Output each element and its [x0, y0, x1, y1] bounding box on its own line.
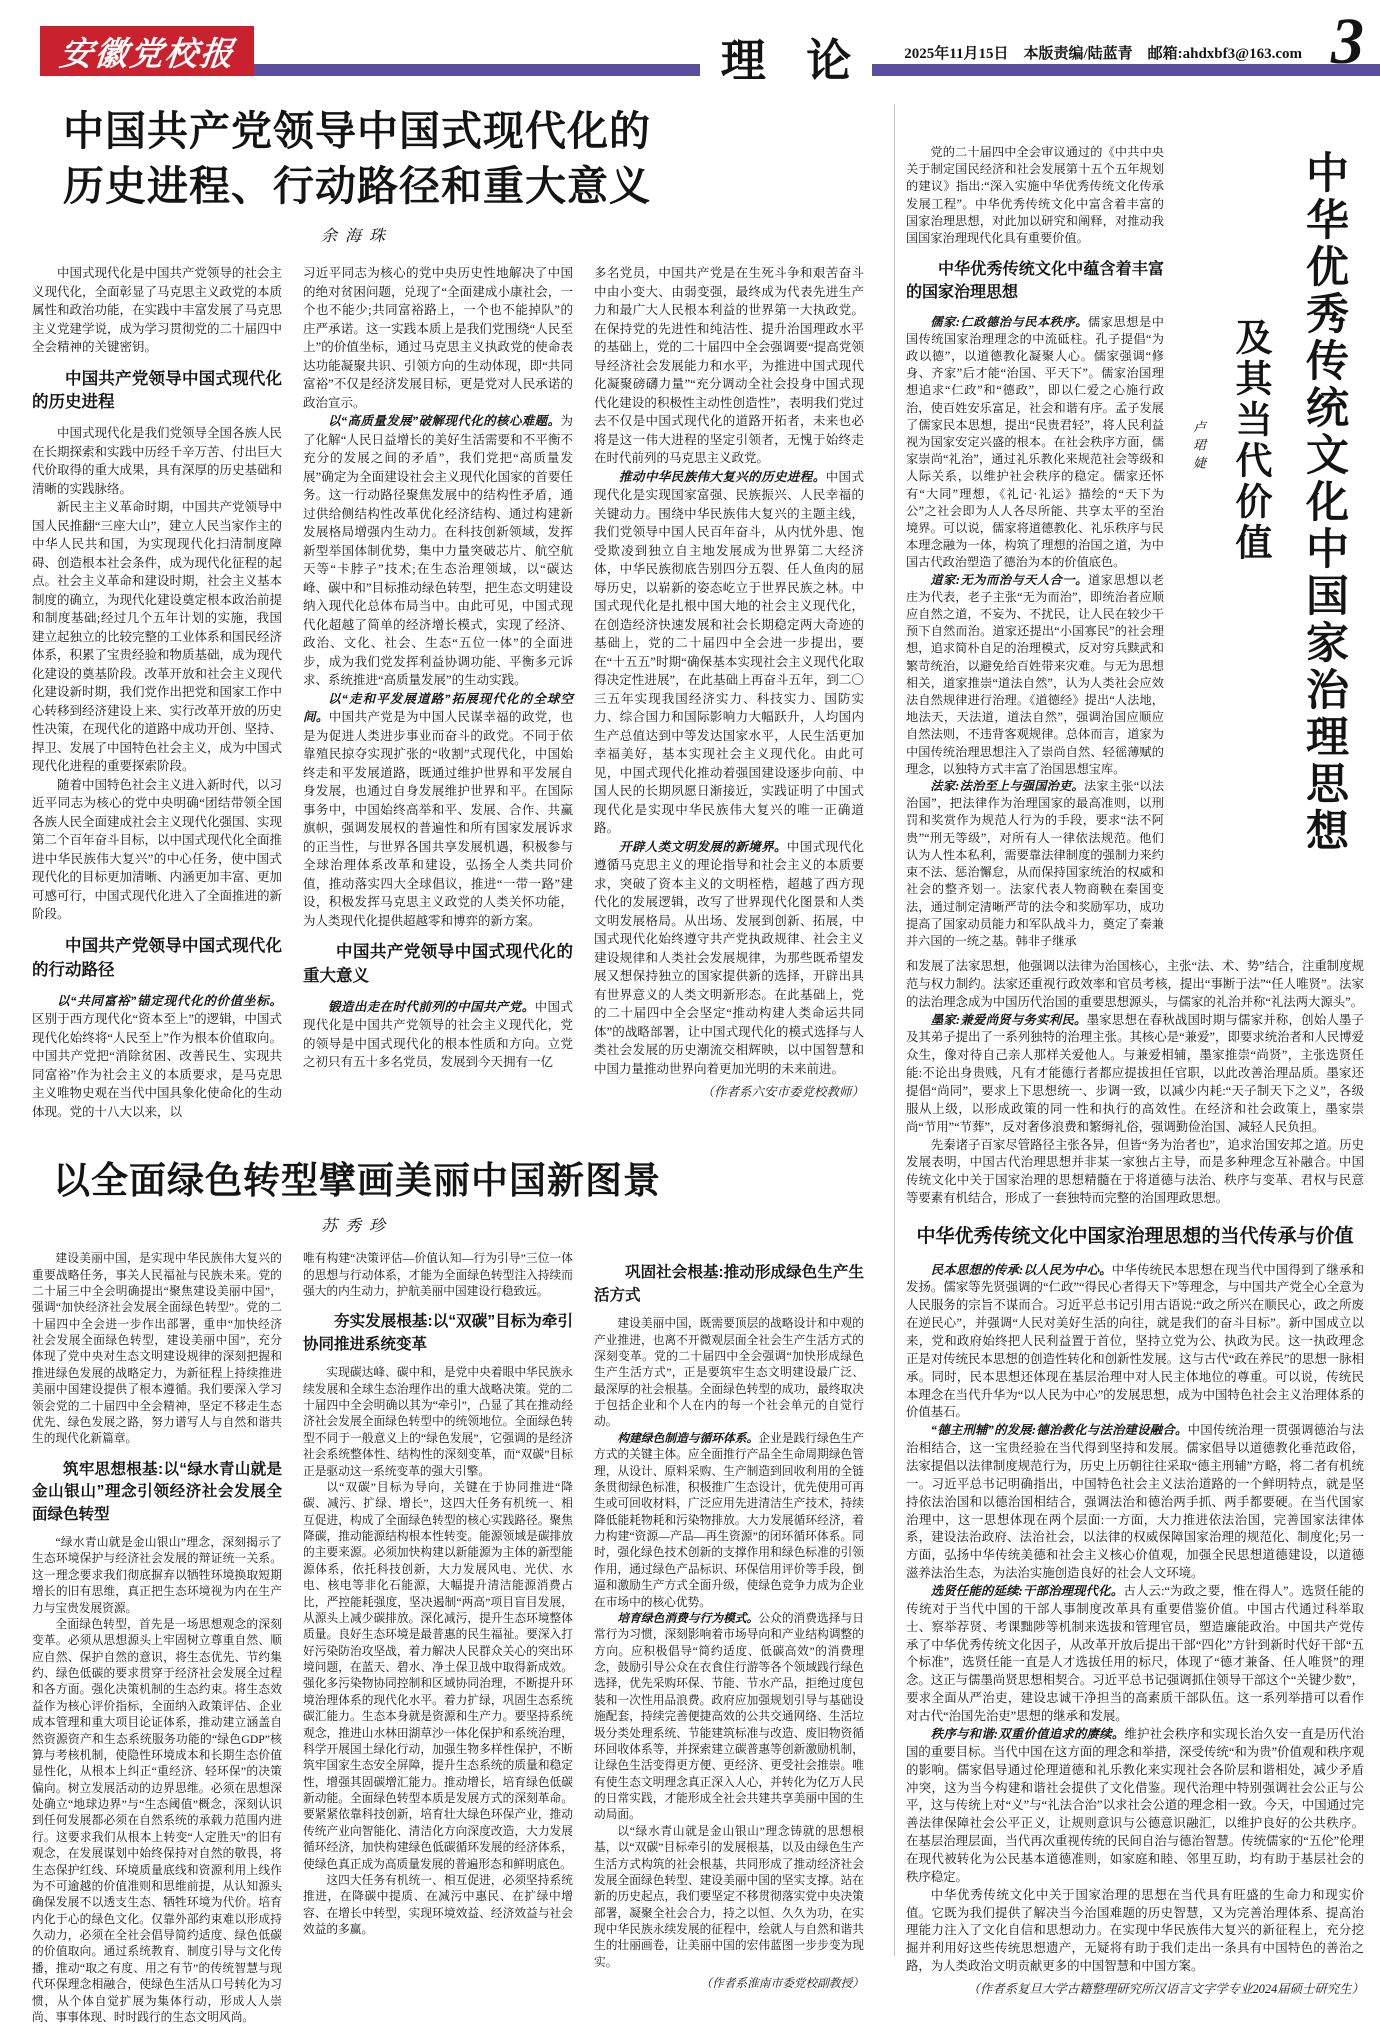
article2-byline: 卢珺婕 [1191, 420, 1206, 474]
paragraph: 以“走和平发展道路”拓展现代化的全球空间。中国共产党是为中国人民谋幸福的政党，也是为促进人类进步事业而奋斗的政党。不同于依靠殖民掠夺实现扩张的“收割”式现代化，中国始终走和平发展道路，既通过维护世界和平发展自身发展，也通过自身发展维护世界和平。在国际事务中，中国始终高举和平、发展、合作、共赢旗帜，强调发展权的普遍性和所有国家发展诉求的正当性，与世界各国共享发展机遇，积极参与全球治理体系改革和建设，弘扬全人类共同价值，推动落实四大全球倡议，推进“一带一路”建设，积极发挥马克思主义政党的人类关怀功能，为人类现代化提供超越零和博弈的新方案。 [303, 691, 573, 928]
paragraph-lead: 墨家:兼爱尚贤与务实利民。 [930, 1012, 1087, 1027]
article1-byline: 余海珠 [320, 228, 393, 246]
paragraph: 中国式现代化是我们党领导全国各族人民在长期探索和实践中历经千辛万苦、付出巨大代价取得的重大成果，具有深厚的历史基础和清晰的实践脉络。 [32, 426, 283, 496]
paragraph-lead: 锻造出走在时代前列的中国共产党。 [328, 999, 535, 1014]
paragraph: 墨家:兼爱尚贤与务实利民。墨家思想在春秋战国时期与儒家并称，创始人墨子及其弟子提出了一系列独特的治理主张。其核心是“兼爱”，即要求统治者和人民博爱众生，像对待自己亲人那样关爱他人。与兼爱相辅，墨家推崇“尚贤”，主张选贤任能:不论出身贵贱，凡有才能德行者都应提拔担任官职，以此改善治理品质。墨家还提倡“尚同”，要求上下思想统一、步调一致，以减少内耗:“天子制天下之义”，各级服从上级，以形成政策的同一性和执行的高效性。在经济和社会政策上，墨家崇尚“节用”“节葬”，反对奢侈浪费和繁缛礼俗，强调勤俭治国、减轻人民负担。 [906, 1012, 1364, 1134]
paragraph: 道家:无为而治与天人合一。道家思想以老庄为代表，老子主张“无为而治”，即统治者应顺应自然之道，不妄为、不扰民，让人民在较少干预下自然而治。道家还提出“小国寡民”的社会理想，追求简朴自足的治理模式，反对穷兵黩武和繁苛统治，以避免给百姓带来灾难。与无为思想相关，道家推崇“道法自然”，认为人类社会应效法自然规律进行治理。《道德经》提出“人法地，地法天，天法道，道法自然”，强调治国应顺应自然法则，不违背客观规律。总体而言，道家为中国传统治理思想注入了崇尚自然、轻徭薄赋的理念，以独特方式丰富了治国思想宝库。 [906, 572, 1164, 776]
author-note: （作者系淮南市委党校副教授） [700, 1977, 864, 1991]
paragraph: 这四大任务有机统一、相互促进，必须坚持系统推进，在降碳中提质、在减污中惠民、在扩绿中增容、在增长中转型，实现环境效益、经济效益与社会效益的多赢。 [303, 1873, 573, 1937]
article-green-transition [32, 1156, 888, 2026]
paragraph-lead: “德主刑辅”的发展:德治教化与法治建设融合。 [930, 1423, 1188, 1438]
paragraph: 构建绿色制造与循环体系。企业是践行绿色生产方式的关键主体。应全面推行产品全生命周期绿色管理，从设计、原料采购、生产制造到回收利用的全链条贯彻绿色标准，积极推广生态设计，优先使用可再生或可回收材料，广泛应用先进清洁生产技术，持续降低能耗物耗和污染物排放。大力发展循环经济，着力构建“资源—产品—再生资源”的闭环循环体系。同时，强化绿色技术创新的支撑作用和绿色标准的引领作用，通过绿色产品标识、环保信用评价等手段，倒逼和激励生产方式全面升级，使绿色竞争力成为企业在市场中的核心优势。 [594, 1431, 864, 1609]
paragraph-lead: 开辟人类文明发展的新境界。 [619, 839, 787, 854]
header-divider-right [872, 64, 1380, 76]
article2-wide-column [906, 958, 1364, 1999]
paragraph: 中华优秀传统文化中关于国家治理的思想在当代具有旺盛的生命力和现实价值。它既为我们提供了解决当今治国难题的历史智慧，又为完善治理体系、提高治理能力注入了文化自信和思想动力。在实现中华民族伟大复兴的新征程上，充分挖掘并利用好这些传统思想遗产，无疑将有助于我们走出一条具有中国特色的善治之路，为人类政治文明贡献更多的中国智慧和中国方案。 [906, 1887, 1364, 1974]
section-subhead: 中国共产党领导中国式现代化的行动路径 [32, 936, 282, 979]
paragraph-lead: 构建绿色制造与循环体系。 [617, 1431, 759, 1445]
paragraph: 以“双碳”目标为导向，关键在于协同推进“降碳、减污、扩绿、增长”，这四大任务有机统一、相互促进，构成了全面绿色转型的核心实践路径。聚焦降碳，推动能源结构根本性转变。能源领域是碳排放的主要来源。必须加快构建以新能源为主体的新型能源体系，依托科技创新，大力发展风电、光伏、水电、核电等非化石能源，大幅提升清洁能源消费占比，严控能耗强度，坚决遏制“两高”项目盲目发展，从源头上减少碳排放。深化减污，提升生态环境整体质量。良好生态环境是最普惠的民生福祉。要深入打好污染防治攻坚战，着力解决人民群众关心的突出环境问题，在蓝天、碧水、净土保卫战中取得新成效。强化多污染物协同控制和区域协同治理，不断提升环境治理体系的现代化水平。着力扩绿，巩固生态系统碳汇能力。生态本身就是资源和生产力。要坚持系统观念，推进山水林田湖草沙一体化保护和系统治理，科学开展国土绿化行动，加强生物多样性保护，不断筑牢国家生态安全屏障，提升生态系统的质量和稳定性，增强其固碳增汇能力。推动增长，培育绿色低碳新动能。全面绿色转型本质是发展方式的深刻革命。要紧紧依靠科技创新，培育壮大绿色环保产业，推动传统产业向智能化、清洁化方向深度改造，大力发展循环经济，加快构建绿色低碳循环发展的经济体系，使绿色真正成为高质量发展的普遍形态和鲜明底色。 [303, 1480, 573, 1871]
headline-line-2: 历史进程、行动路径和重大意义 [63, 162, 651, 209]
paragraph: “绿水青山就是金山银山”理念，深刻揭示了生态环境保护与经济社会发展的辩证统一关系。这一理念要求我们彻底摒弃以牺牲环境换取短期增长的旧有思维，真正把生态环境视为内在生产力与宝贵发展资源。 [32, 1536, 282, 1615]
paragraph: 建设美丽中国，是实现中华民族伟大复兴的重要战略任务，事关人民福祉与民族未来。党的二十届三中全会明确提出“聚焦建设美丽中国”，强调“加快经济社会发展全面绿色转型”。党的二十届四中全会进一步作出部署，重申“加快经济社会发展全面绿色转型，建设美丽中国”，充分体现了党中央对生态文明建设规律的深刻把握和推进绿色发展的战略定力，为新征程上持续推进美丽中国建设提供了根本遵循。我们要深入学习领会党的二十届四中全会精神，坚定不移走生态优先、绿色发展之路，努力谱写人与自然和谐共生的现代化新篇章。 [32, 1252, 282, 1446]
headline-line-1: 中国共产党领导中国式现代化的 [63, 108, 651, 154]
column-rule [894, 104, 895, 1956]
article3-headline: 以全面绿色转型擘画美丽中国新图景 [53, 1160, 661, 1201]
article2-vertical-subtitle: 及其当代价值 [1229, 318, 1270, 564]
paragraph: 中国式现代化是中国共产党领导的社会主义现代化，全面彰显了马克思主义政党的本质属性和政治功能，在实践中丰富发展了马克思主义党建学说，成为学习贯彻党的二十届四中全会精神的关键密钥。 [32, 266, 283, 355]
article1-column-1 [32, 264, 282, 1121]
section-subhead: 夯实发展根基:以“双碳”目标为牵引协同推进系统变革 [303, 1313, 573, 1353]
paragraph: 唯有构建“决策评估—价值认知—行为引导”三位一体的思想与行动体系，才能为全面绿色转型注入持续而强大的内生动力，护航美丽中国建设行稳致远。 [303, 1252, 573, 1298]
paragraph-lead: 培育绿色消费与行为模式。 [617, 1611, 759, 1625]
section-subhead: 筑牢思想根基:以“绿水青山就是金山银山”理念引领经济社会发展全面绿色转型 [32, 1460, 282, 1523]
paragraph: 民本思想的传承:以人民为中心。中华传统民本思想在现当代中国得到了继承和发扬。儒家等先贤强调的“仁政”“得民心者得天下”等理念，与中国共产党全心全意为人民服务的宗旨不谋而合。习近平总书记引用古语说:“政之所兴在顺民心，政之所废在逆民心”，并强调“人民对美好生活的向往，就是我们的奋斗目标”。新中国成立以来，党和政府始终把人民利益置于首位，坚持立党为公、执政为民。这一执政理念正是对传统民本思想的创造性转化和创新性发展。这与古代“政在养民”的思想一脉相承。同时，民本思想还体现在基层治理中对人民主体地位的尊重。可以说，传统民本理念在当代升华为“以人民为中心”的发展思想，成为中国特色社会主义治理体系的价值基石。 [906, 1262, 1364, 1420]
article3-column-1 [32, 1251, 282, 2026]
paragraph: 锻造出走在时代前列的中国共产党。中国式现代化是中国共产党领导的社会主义现代化，党的领导是中国式现代化的根本性质和方向。立党之初只有五十多名党员，发展到今天拥有一亿 [303, 999, 573, 1070]
paragraph-lead: 推动中华民族伟大复兴的历史进程。 [619, 469, 826, 484]
paragraph: 以“共同富裕”锚定现代化的价值坐标。区别于西方现代化“资本至上”的逻辑，中国式现代化始终将“人民至上”作为根本价值取向。中国共产党把“消除贫困、改善民生、实现共同富裕”作为社会主义的本质要求，是马克思主义唯物史观在当代中国具象化使命化的生动体现。党的十八大以来，以 [32, 993, 283, 1119]
paragraph: 和发展了法家思想，他强调以法律为治国核心，主张“法、术、势”结合，注重制度规范与权力制约。法家还重视行政效率和官员考核，提出“事断于法”“任人唯贤”。法家的法治理念成为中国历代治国的重要思想源头，与儒家的礼治并称“礼法两大源头”。 [906, 959, 1364, 1009]
article1-headline [32, 104, 682, 213]
masthead-logo [40, 26, 254, 76]
section-subhead: 中华优秀传统文化中蕴含着丰富的国家治理思想 [906, 261, 1164, 302]
article3-column-3 [594, 1251, 864, 2026]
section-subhead: 中国共产党领导中国式现代化的重大意义 [303, 943, 573, 985]
paragraph: 秩序与和谐:双重价值追求的赓续。维护社会秩序和实现长治久安一直是历代治国的重要目标。当代中国在这方面的理念和举措，深受传统“和为贵”价值观和秩序观的影响。儒家倡导通过伦理道德和礼乐教化来实现社会各阶层和谐相处，减少矛盾冲突，这为当今构建和谐社会提供了文化借鉴。现代治理中特别强调社会公正与公平，这与传统上对“义”与“礼法合治”以求社会公道的理念相一致。今天，中国通过完善法律保障社会公平正义，让规则意识与公德意识融汇，以维护良好的公共秩序。在基层治理层面，当代再次重视传统的民间自治与德治智慧。传统儒家的“五伦”伦理在现代被转化为公民基本道德准则，如家庭和睦、邻里互助，均有助于基层社会的秩序稳定。 [906, 1726, 1364, 1884]
article2-title-block [1164, 98, 1364, 954]
article1-column-2 [303, 264, 573, 1121]
section-title: 理 论 [720, 35, 866, 86]
paragraph-lead: 儒家:仁政德治与民本秩序。 [930, 314, 1089, 329]
paragraph: 以“绿水青山就是金山银山”理念铸就的思想根基，以“双碳”目标牵引的发展根基，以及由绿色生产生活方式构筑的社会根基，共同形成了推动经济社会发展全面绿色转型、建设美丽中国的坚实支撑。站在新的历史起点，我们要坚定不移贯彻落实党中央决策部署，凝聚全社会合力，持之以恒、久久为功，在实现中华民族永续发展的征程中，绘就人与自然和谐共生的壮丽画卷，让美丽中国的宏伟蓝图一步步变为现实。 [594, 1824, 864, 1969]
paragraph: 习近平同志为核心的党中央历史性地解决了中国的绝对贫困问题，兑现了“全面建成小康社会，一个也不能少;共同富裕路上，一个也不能掉队”的庄严承诺。这一实践本质上是我们党围绕“人民至上”的价值坐标，通过马克思主义执政党的使命表达功能凝聚共识、引领方向的生动体现，即“共同富裕”不仅是经济发展目标，更是党对人民承诺的政治宣示。 [303, 266, 573, 410]
paragraph: 以“高质量发展”破解现代化的核心难题。为了化解“人民日益增长的美好生活需要和不平衡不充分的发展之间的矛盾”，我们党把“高质量发展”确定为全面建设社会主义现代化国家的首要任务。这一行动路径聚焦发展中的结构性矛盾，通过供给侧结构性改革优化经济结构、通过构建新发展格局增强内生动力。在科技创新领域，发挥新型举国体制优势，集中力量突破芯片、航空航天等“卡脖子”技术;在生态治理领域，以“碳达峰、碳中和”目标推动绿色转型，把生态文明建设纳入现代化总体布局当中。由此可见，中国式现代化超越了简单的经济增长模式，实现了经济、政治、文化、社会、生态“五位一体”的全面进步，成为我们党发挥利益协调功能、平衡多元诉求、系统推进“高质量发展”的生动实践。 [303, 414, 573, 688]
section-subhead: 巩固社会根基:推动形成绿色生产生活方式 [594, 1264, 864, 1304]
paragraph: 法家:法治至上与强国治吏。法家主张“以法治国”，把法律作为治理国家的最高准则，以刑罚和奖赏作为规范人行为的手段，要求“法不阿贵”“刑无等级”，对所有人一律依法规范。他们认为人性本私利，需要靠法律制度的强制力来约束不法、惩治懈怠，从而保持国家统治的权威和社会的整齐划一。法家代表人物商鞅在秦国变法，通过制定清晰严苛的法令和奖励军功，成功提高了国家动员能力和军队战斗力，奠定了秦兼并六国的一统之基。韩非子继承 [906, 779, 1164, 948]
article3-columns [32, 1251, 888, 2026]
paragraph-lead: 以“共同富裕”锚定现代化的价值坐标。 [57, 993, 282, 1008]
article1-columns [32, 264, 888, 1121]
paragraph: 先秦诸子百家尽管路径主张各异，但皆“务为治者也”，追求治国安邦之道。历史发展表明，中国古代治理思想并非某一家独占主导，而是多种理念互补融合。中国传统文化中关于国家治理的思想精髓在于将道德与法治、秩序与变革、君权与民意等要素有机结合，形成了一套独特而完整的治国理政思想。 [906, 1137, 1364, 1206]
header-divider-left [254, 64, 700, 76]
article-modernization [32, 104, 888, 1121]
paragraph: 建设美丽中国，既需要顶层的战略设计和中观的产业推进，也离不开微观层面全社会生产生活方式的深刻变革。党的二十届四中全会强调“加快形成绿色生产生活方式”，正是要筑牢生态文明建设最广泛、最深厚的社会根基。全面绿色转型的成功，最终取决于包括企业和个人在内的每一个社会单元的自觉行动。 [594, 1317, 864, 1429]
paragraph: “德主刑辅”的发展:德治教化与法治建设融合。中国传统治理一贯强调德治与法治相结合，这一宝贵经验在当代得到坚持和发展。儒家倡导以道德教化垂范政俗，法家提倡以法律制度规范行为，历史上历朝往往采取“德主刑辅”方略，将二者有机统一。习近平总书记明确指出，中国特色社会主义法治道路的一个鲜明特点，就是坚持依法治国和以德治国相结合，强调法治和德治两手抓、两手都要硬。在当代国家治理中，这一思想体现在两个层面:一方面，大力推进依法治国，完善国家法律体系，建设法治政府、法治社会，以法律的权威保障国家治理的规范化、制度化;另一方面，弘扬中华传统美德和社会主义核心价值观，加强全民思想道德建设，以道德滋养法治生态，为法治实施创造良好的社会人文环境。 [906, 1423, 1364, 1581]
section-subhead: 中国共产党领导中国式现代化的历史进程 [32, 369, 282, 412]
article1-column-3 [594, 264, 864, 1121]
paragraph-lead: 以“高质量发展”破解现代化的核心难题。 [328, 414, 561, 429]
paragraph-lead: 法家:法治至上与强国治吏。 [930, 779, 1084, 794]
article3-column-2 [303, 1251, 573, 2026]
paragraph: 多名党员，中国共产党是在生死斗争和艰苦奋斗中由小变大、由弱变强，最终成为代表先进生产力和最广大人民根本利益的世界第一大执政党。在保持党的先进性和纯洁性、提升治国理政水平的基础上，党的二十届四中全会强调要“提高党领导经济社会发展能力和水平，为推进中国式现代化凝聚磅礴力量”“充分调动全社会投身中国式现代化建设的积极性主动性创造性”，表明我们党过去不仅是中国式现代化的道路开拓者，未来也必将是这一伟大进程的坚定引领者，无愧于始终走在时代前列的马克思主义政党。 [594, 266, 864, 466]
paragraph: 实现碳达峰、碳中和，是党中央着眼中华民族永续发展和全球生态治理作出的重大战略决策。党的二十届四中全会明确以其为“牵引”，凸显了其在推动经济社会发展全面绿色转型中的统领地位。全面绿色转型不同于一般意义上的“绿色发展”，它强调的是经济社会系统整体性、结构性的深刻变革，而“双碳”目标正是驱动这一系统变革的强大引擎。 [303, 1366, 573, 1478]
paragraph-lead: 以“走和平发展道路”拓展现代化的全球空间。 [303, 691, 573, 725]
paragraph: 党的二十届四中全会审议通过的《中共中央关于制定国民经济和社会发展第十五个五年规划的建议》指出:“深入实施中华优秀传统文化传承发展工程”。中华优秀传统文化中富含着丰富的国家治理思想，对此加以研究和阐释，对推动我国国家治理现代化具有重要价值。 [906, 145, 1164, 246]
paragraph: 开辟人类文明发展的新境界。中国式现代化遵循马克思主义的理论指导和社会主义的本质要求，突破了资本主义的文明桎梏，超越了西方现代化的发展逻辑，改写了世界现代化图景和人类文明发展格局。从出场、发展到创新、拓展，中国式现代化始终遵守共产党执政规律、社会主义建设规律和人类社会发展规律，为那些既希望发展又想保持独立的国家提供新的选择，开辟出具有世界意义的人类文明新形态。在此基础上，党的二十届四中全会坚定“推动构建人类命运共同体”的战略部署，让中国式现代化的模式选择与人类社会发展的历史潮流交相辉映，以中国智慧和中国力量推动世界向着更加光明的未来前进。 [594, 839, 864, 1076]
paragraph: 推动中华民族伟大复兴的历史进程。中国式现代化是实现国家富强、民族振兴、人民幸福的关键动力。围绕中华民族伟大复兴的主题主线，我们党领导中国人民百年奋斗，从内忧外患、饱受欺凌到独立自主地发展成为世界第二大经济体，中华民族彻底告别四分五裂、任人鱼肉的屈辱历史，以崭新的姿态屹立于世界民族之林。中国式现代化是扎根中国大地的社会主义现代化，在创造经济快速发展和社会长期稳定两大奇迹的基础上，党的二十届四中全会进一步提出，要在“十五五”时期“确保基本实现社会主义现代化取得决定性进展”，在此基础上再奋斗五年，到二〇三五年实现我国经济实力、科技实力、国防实力、综合国力和国际影响力大幅跃升，人均国内生产总值达到中等发达国家水平，人民生活更加幸福美好，基本实现社会主义现代化。由此可见，中国式现代化推动着强国建设逐步向前、中国人民的长期夙愿日渐接近，实践证明了中国式现代化是实现中华民族伟大复兴的唯一正确道路。 [594, 469, 864, 836]
dateline: 2025年11月15日 本版责编/陆蓝青 邮箱:ahdxbf3@163.com [904, 46, 1302, 62]
paragraph-lead: 选贤任能的延续:干部治理现代化。 [930, 1584, 1124, 1599]
page-number: 3 [1331, 5, 1364, 78]
paragraph-lead: 秩序与和谐:双重价值追求的赓续。 [930, 1726, 1125, 1741]
article2-vertical-headline: 中华优秀传统文化中国家治理思想 [1300, 150, 1347, 855]
article2-top-region [906, 98, 1364, 954]
author-note: （作者系复旦大学古籍整理研究所汉语言文字学专业2024届硕士研究生） [967, 1981, 1364, 1996]
author-note: （作者系六安市委党校教师） [701, 1085, 864, 1100]
article3-byline: 苏秀珍 [320, 1218, 393, 1236]
article-traditional-culture [906, 98, 1364, 1999]
article2-narrow-column [906, 98, 1164, 954]
paragraph: 儒家:仁政德治与民本秩序。儒家思想是中国传统国家治理理念的中流砥柱。孔子提倡“为政以德”，以道德教化凝聚人心。儒家强调“修身、齐家”后才能“治国、平天下”。儒家治国理想追求“仁政”和“德政”，即以仁爱之心施行政治，使百姓安乐富足，社会和谐有序。孟子发展了儒家民本思想，提出“民贵君轻”，将人民利益视为国家安定兴盛的根本。在社会秩序方面，儒家崇尚“礼治”，通过礼乐教化来规范社会等级和人际关系，以维护社会秩序的稳定。儒家还怀有“大同”理想，《礼记·礼运》描绘的“天下为公”之社会即为人人各尽所能、共享太平的至治境界。可以说，儒家将道德教化、礼乐秩序与民本理念融为一体，构筑了理想的治国之道，为中国古代政治塑造了德治为本的价值底色。 [906, 314, 1164, 570]
section-subhead: 中华优秀传统文化中国家治理思想的当代传承与价值 [916, 1226, 1354, 1248]
paragraph: 全面绿色转型，首先是一场思想观念的深刻变革。必须从思想源头上牢固树立尊重自然、顺应自然、保护自然的意识，将生态优先、节约集约、绿色低碳的要求贯穿于经济社会发展全过程和各方面。强化决策机制的生态约束。将生态效益作为核心评价指标，全面纳入政策评估、企业成本管理和重大项目论证体系，推动建立涵盖自然资源资产和生态系统服务功能的“绿色GDP”核算与考核机制，使隐性环境成本和长期生态价值显性化，从根本上纠正“重经济、轻环保”的决策偏向。树立发展活动的边界思维。必须在思想深处确立“地球边界”与“生态阈值”概念，深刻认识到任何发展都必须在自然系统的承载力范围内进行。这要求我们从根本上转变“人定胜天”的旧有观念，在发展谋划中始终保持对自然的敬畏，将生态保护红线、环境质量底线和资源利用上线作为不可逾越的价值准则和思维前提，从认知源头确保发展不以透支生态、牺牲环境为代价。培育内化于心的绿色文化。仅靠外部约束难以形成持久动力，必须在全社会倡导简约适度、绿色低碳的价值取向。通过系统教育、制度引导与文化传播，推动“取之有度、用之有节”的传统智慧与现代环保理念相融合，使绿色生活从口号转化为习惯，从个体自觉扩展为集体行动，形成人人崇尚、事事体现、时时践行的生态文明风尚。 [32, 1617, 282, 2024]
paragraph-lead: 道家:无为而治与天人合一。 [930, 572, 1089, 587]
masthead-title: 安徽党校报 [57, 36, 237, 73]
paragraph: 选贤任能的延续:干部治理现代化。古人云:“为政之要，惟在得人”。选贤任能的传统对于当代中国的干部人事制度改革具有重要借鉴价值。中国古代通过科举取士、察举荐贤、考课黜陟等机制来选拔和管理官员，塑造廉能政治。中国共产党传承了中华优秀传统文化因子，从改革开放后提出干部“四化”方针到新时代好干部“五个标准”，选贤任能一直是人才选拔任用的标尺，体现了“德才兼备、任人唯贤”的理念。这正与儒墨尚贤思想相契合。习近平总书记强调抓住领导干部这个“关键少数”，要求全面从严治吏，建设忠诚干净担当的高素质干部队伍。这一系列举措可以看作对古代“治国先治吏”思想的继承和发展。 [906, 1584, 1364, 1724]
paragraph: 新民主主义革命时期，中国共产党领导中国人民推翻“三座大山”，建立人民当家作主的中华人民共和国，为实现现代化扫清制度障碍、创造根本社会条件，成为现代化征程的起点。社会主义革命和建设时期，社会主义基本制度的确立，为现代化建设奠定根本政治前提和制度基础;经过几个五年计划的实施，我国建立起独立的比较完整的工业体系和国民经济体系，积累了宝贵经验和物质基础，成为现代化建设的奠基阶段。改革开放和社会主义现代化建设新时期，我们党作出把党和国家工作中心转移到经济建设上来、实行改革开放的历史性决策，在现代化的道路中成功开创、坚持、捍卫、发展了中国特色社会主义，成为中国式现代化进程的重要探索阶段。 [32, 500, 283, 774]
paragraph-lead: 民本思想的传承:以人民为中心。 [930, 1262, 1112, 1277]
paragraph: 随着中国特色社会主义进入新时代，以习近平同志为核心的党中央明确“团结带领全国各族人民全面建成社会主义现代化强国、实现第二个百年奋斗目标，以中国式现代化全面推进中华民族伟大复兴”的中心任务，使中国式现代化的目标更加清晰、内涵更加丰富、更加可感可行，中国式现代化进入了全面推进的新阶段。 [32, 777, 283, 922]
paragraph: 培育绿色消费与行为模式。公众的消费选择与日常行为习惯，深刻影响着市场导向和产业结构调整的方向。应积极倡导“简约适度、低碳高效”的消费理念，鼓励引导公众在衣食住行游等各个领域践行绿色选择，优先采购环保、节能、节水产品，拒绝过度包装和一次性用品浪费。政府应加强规划引导与基础设施配套，持续完善便捷高效的公共交通网络、生活垃圾分类处理系统、节能建筑标准与改造、废旧物资循环回收体系等，并探索建立碳普惠等创新激励机制，让绿色生活变得更方便、更经济、更受社会推崇。唯有使生态文明理念真正深入人心，并转化为亿万人民的日常实践，才能形成全社会共建共享美丽中国的生动局面。 [594, 1611, 864, 1822]
